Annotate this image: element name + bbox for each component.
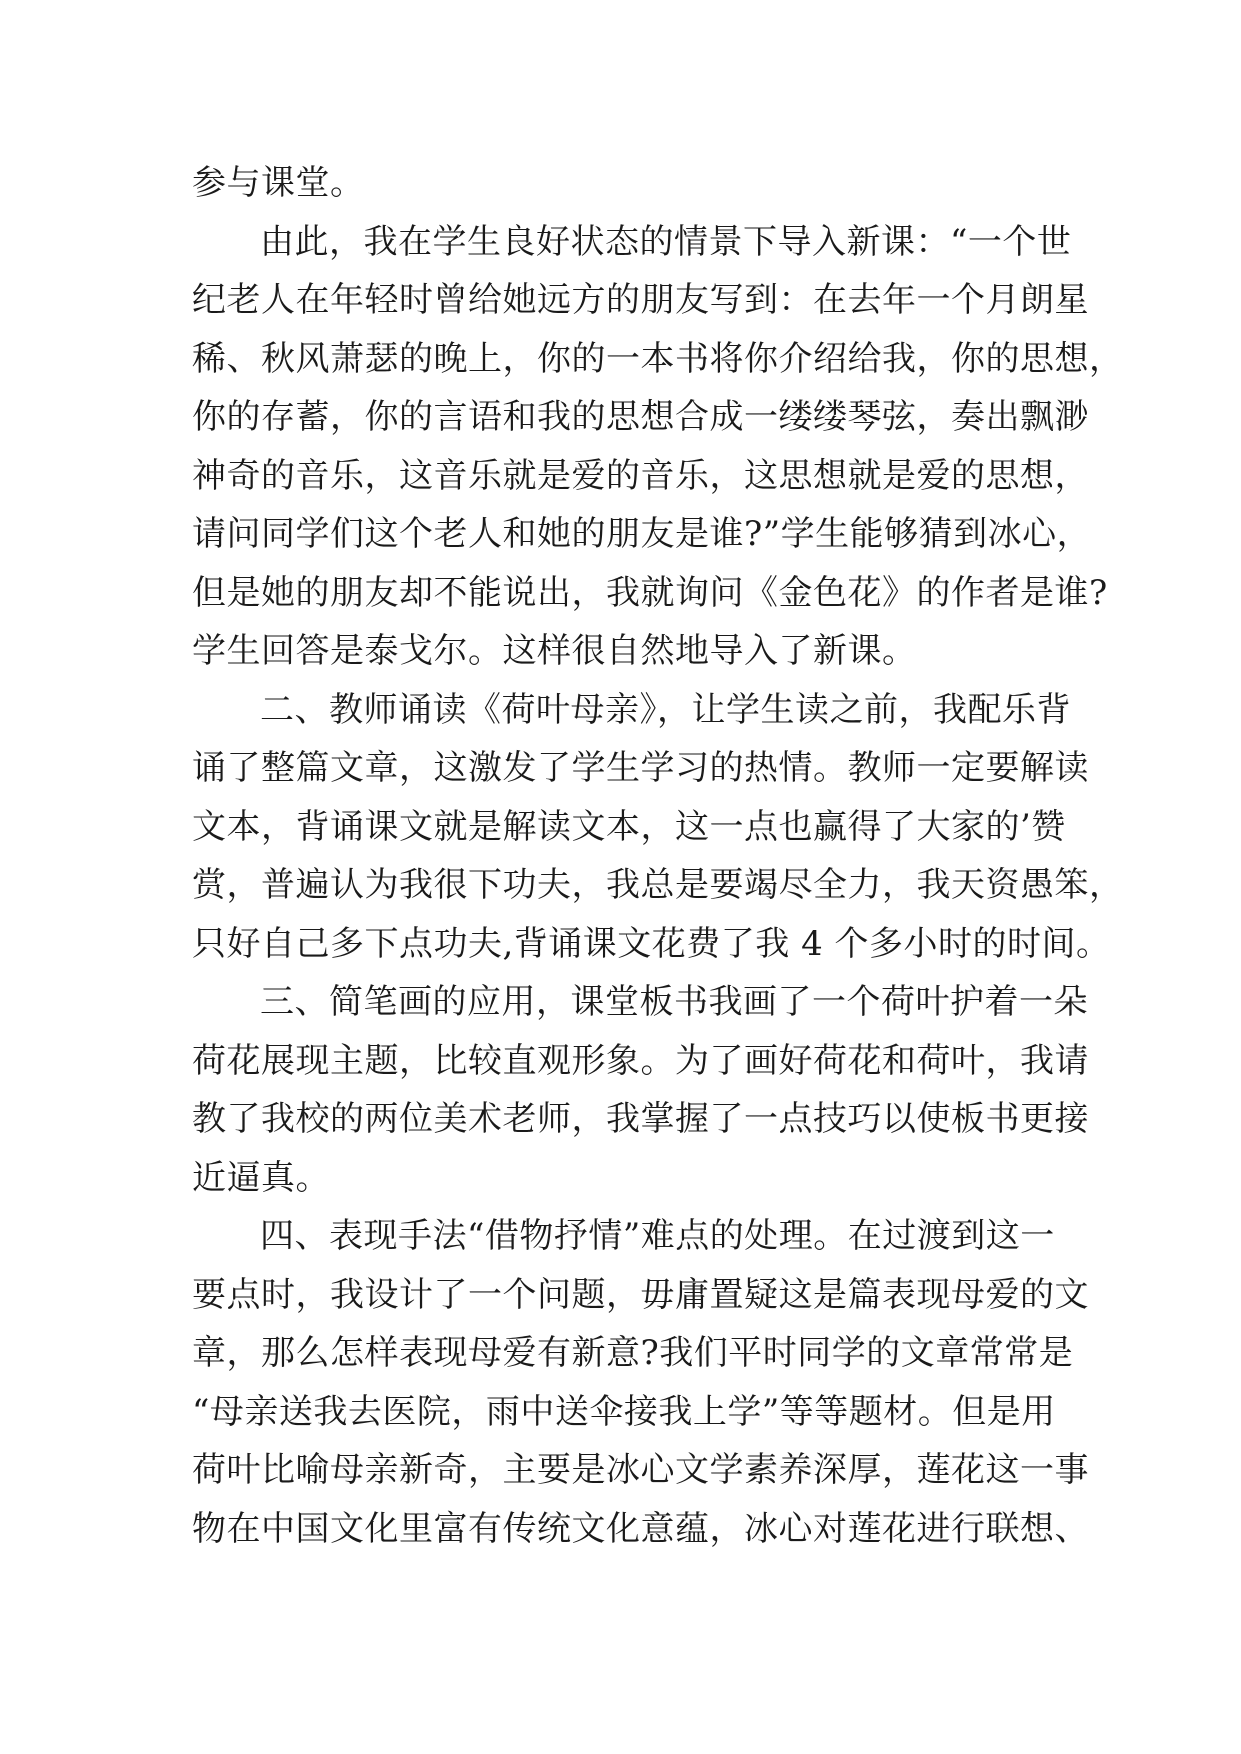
text-line: 四、表现手法“借物抒情”难点的处理。在过渡到这一	[260, 1216, 1055, 1256]
text-line: 神奇的音乐，这音乐就是爱的音乐，这思想就是爱的思想，	[192, 455, 1089, 496]
text-line: 由此，我在学生良好状态的情景下导入新课：“一个世	[260, 221, 1072, 262]
text-line: 纪老人在年轻时曾给她远方的朋友写到：在去年一个月朗星	[192, 280, 1089, 320]
text-line: 要点时，我设计了一个问题，毋庸置疑这是篇表现母爱的文	[192, 1274, 1089, 1315]
text-line: 荷叶比喻母亲新奇，主要是冰心文学素养深厚，莲花这一事	[192, 1450, 1089, 1490]
text-line: 章，那么怎样表现母爱有新意?我们平时同学的文章常常是	[192, 1333, 1074, 1373]
text-line: 但是她的朋友却不能说出，我就询问《金色花》的作者是谁?	[192, 572, 1108, 613]
text-line: 三、简笔画的应用，课堂板书我画了一个荷叶护着一朵	[260, 982, 1088, 1022]
text-line: 物在中国文化里富有传统文化意蕴，冰心对莲花进行联想、	[192, 1508, 1089, 1549]
text-line: 稀、秋风萧瑟的晚上，你的一本书将你介绍给我，你的思想，	[192, 338, 1124, 379]
text-line: 请问同学们这个老人和她的朋友是谁?”学生能够猜到冰心，	[192, 514, 1092, 554]
text-line: 赏，普遍认为我很下功夫，我总是要竭尽全力，我天资愚笨，	[192, 865, 1124, 905]
document-body	[192, 154, 1124, 1558]
text-line: 诵了整篇文章，这激发了学生学习的热情。教师一定要解读	[192, 748, 1089, 788]
text-line: 文本，背诵课文就是解读文本，这一点也赢得了大家的’赞	[192, 806, 1066, 847]
text-line: “母亲送我去医院，雨中送伞接我上学”等等题材。但是用	[192, 1391, 1056, 1432]
text-line: 二、教师诵读《荷叶母亲》，让学生读之前，我配乐背	[260, 689, 1071, 730]
text-line: 只好自己多下点功夫,背诵课文花费了我 4 个多小时的时间。	[192, 923, 1111, 964]
text-line: 教了我校的两位美术老师，我掌握了一点技巧以使板书更接	[192, 1099, 1089, 1139]
text-line: 你的存蓄，你的言语和我的思想合成一缕缕琴弦，奏出飘渺	[192, 397, 1089, 437]
text-line: 近逼真。	[192, 1157, 330, 1198]
text-line: 参与课堂。	[192, 163, 365, 203]
text-line: 学生回答是泰戈尔。这样很自然地导入了新课。	[192, 631, 917, 671]
text-line: 荷花展现主题，比较直观形象。为了画好荷花和荷叶，我请	[192, 1040, 1089, 1081]
